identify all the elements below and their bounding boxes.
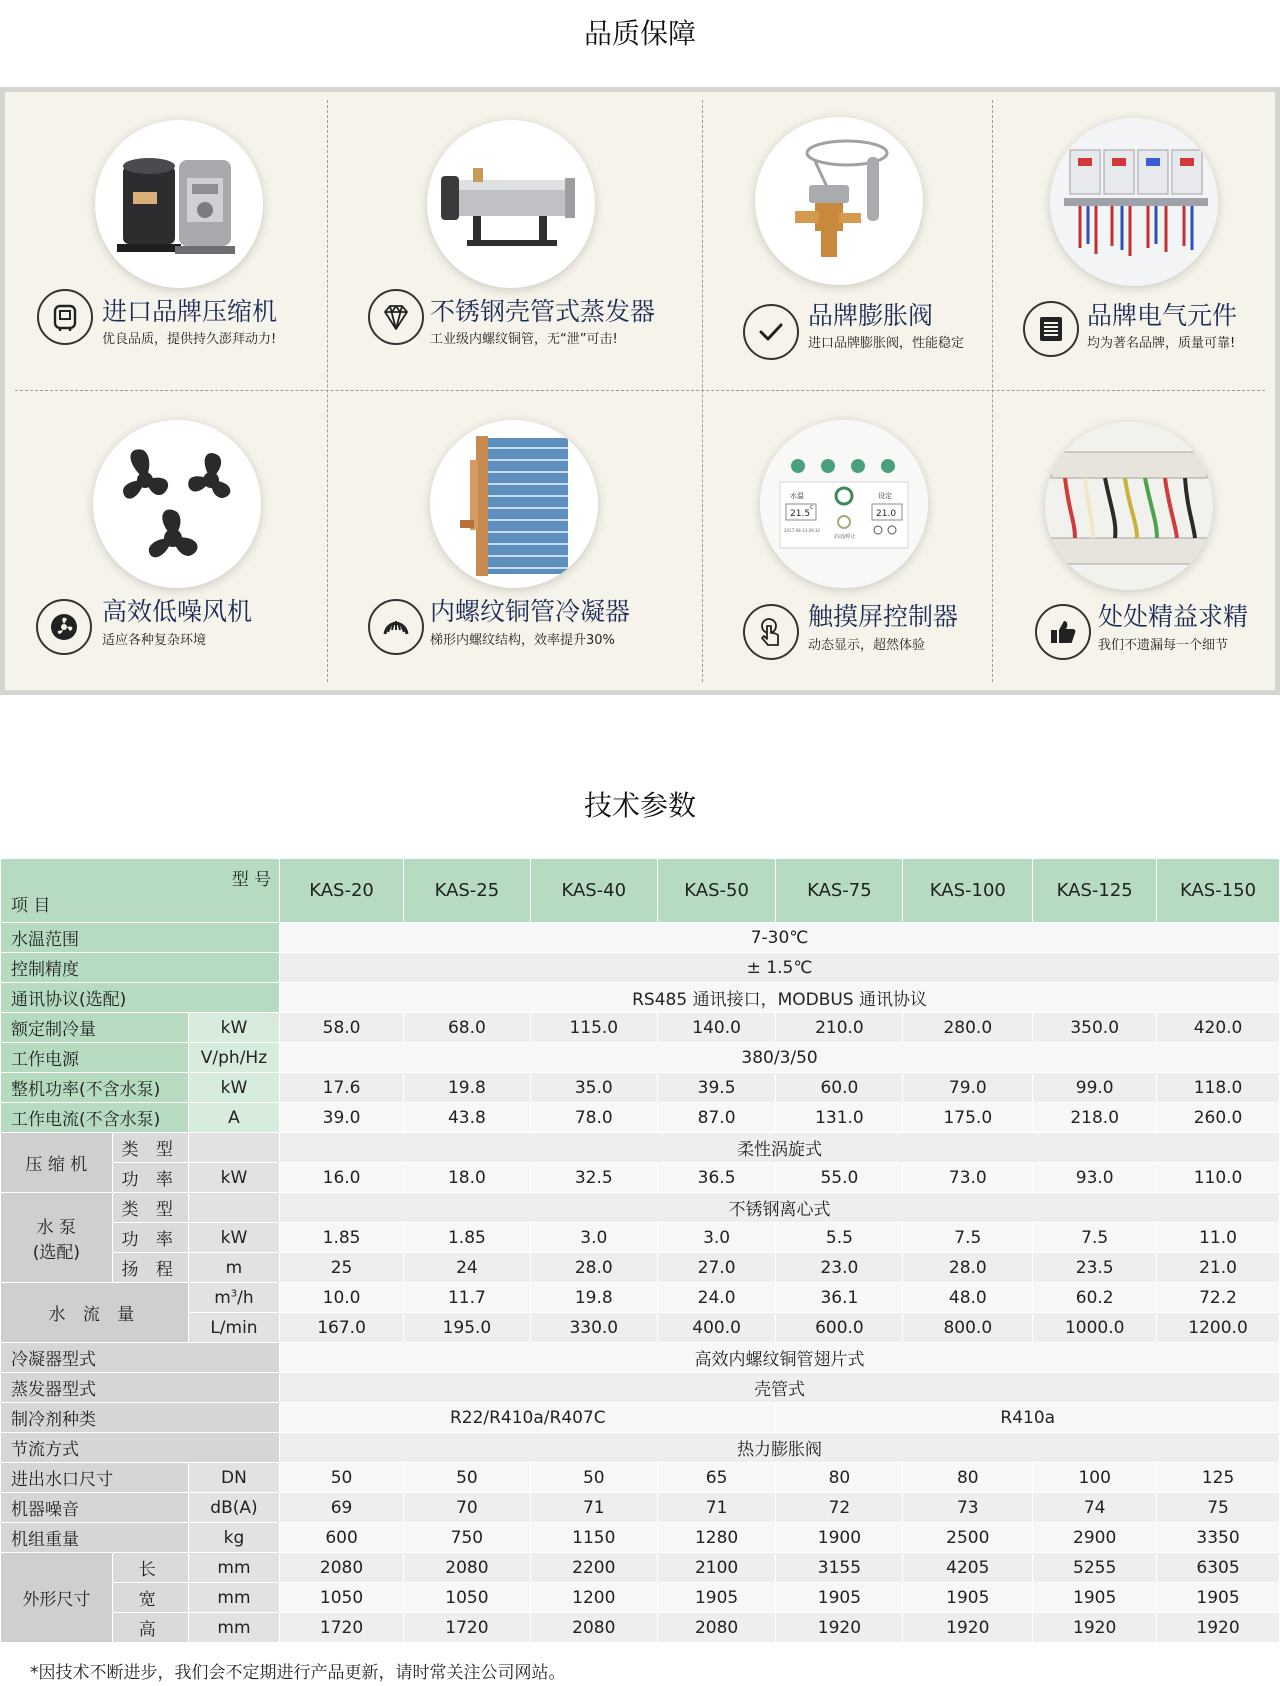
cell-value: 330.0 <box>530 1313 657 1343</box>
cell-value: 21.0 <box>1157 1253 1280 1283</box>
table-row <box>1 1403 1280 1433</box>
feature-desc: 均为著名品牌，质量可靠! <box>1087 336 1236 351</box>
cell-value: 23.0 <box>776 1253 903 1283</box>
compressor-icon <box>37 289 93 345</box>
model-header: KAS-75 <box>776 859 903 923</box>
spec-table <box>0 858 1280 1643</box>
cell-value: 50 <box>530 1463 657 1493</box>
row-label: 额定制冷量 <box>1 1013 189 1043</box>
row-unit: mm <box>188 1553 279 1583</box>
controller-set-temp: 21.0 <box>876 509 897 519</box>
cell-value: 25 <box>280 1253 404 1283</box>
row-unit: DN <box>188 1463 279 1493</box>
row-label: 进出水口尺寸 <box>1 1463 189 1493</box>
table-row <box>1 1523 1280 1553</box>
cell-value: 75 <box>1157 1493 1280 1523</box>
cell-value: 2200 <box>530 1553 657 1583</box>
row-label: 机组重量 <box>1 1523 189 1553</box>
table-row <box>1 1493 1280 1523</box>
feature-title: 处处精益求精 <box>1098 602 1249 631</box>
table-row <box>1 1103 1280 1133</box>
row-unit: A <box>188 1103 279 1133</box>
cell-value: 1920 <box>903 1613 1033 1643</box>
table-header-row <box>1 859 1280 923</box>
feature-desc: 优良品质，提供持久澎拜动力! <box>102 332 277 347</box>
diamond-icon <box>368 289 424 345</box>
cell-value: 600.0 <box>776 1313 903 1343</box>
model-header: KAS-50 <box>657 859 776 923</box>
row-label: 工作电流(不含水泵) <box>1 1103 189 1133</box>
cell-value: 80 <box>903 1463 1033 1493</box>
sub-label: 类 型 <box>112 1133 188 1163</box>
row-unit: kW <box>188 1163 279 1193</box>
row-value: 热力膨胀阀 <box>280 1433 1280 1463</box>
cell-value: 1150 <box>530 1523 657 1553</box>
cell-value: 3350 <box>1157 1523 1280 1553</box>
row-value: R410a <box>776 1403 1280 1433</box>
row-unit: kW <box>188 1013 279 1043</box>
cell-value: 68.0 <box>403 1013 530 1043</box>
row-unit <box>188 1283 279 1313</box>
cell-value: 2500 <box>903 1523 1033 1553</box>
cell-value: 60.2 <box>1033 1283 1157 1313</box>
model-header: KAS-100 <box>903 859 1033 923</box>
feature-desc: 工业级内螺纹铜管，无“泄”可击! <box>430 332 618 347</box>
table-row <box>1 1223 1280 1253</box>
cell-value: 27.0 <box>657 1253 776 1283</box>
cell-value: 36.5 <box>657 1163 776 1193</box>
feature-title: 不锈钢壳管式蒸发器 <box>430 297 656 326</box>
cell-value: 55.0 <box>776 1163 903 1193</box>
header-item-label: 项 目 <box>11 896 51 916</box>
cell-value: 16.0 <box>280 1163 404 1193</box>
cell-value: 1050 <box>280 1583 404 1613</box>
table-row <box>1 1163 1280 1193</box>
cell-value: 115.0 <box>530 1013 657 1043</box>
cell-value: 35.0 <box>530 1073 657 1103</box>
controller-timestamp: 2017-08-13 09:32 <box>784 528 821 533</box>
cell-value: 1905 <box>1033 1583 1157 1613</box>
model-header: KAS-40 <box>530 859 657 923</box>
controller-water-temp: 21.5 <box>790 509 811 519</box>
cell-value: 73.0 <box>903 1163 1033 1193</box>
sub-label: 类 型 <box>112 1193 188 1223</box>
cell-value: 10.0 <box>280 1283 404 1313</box>
cell-value: 1720 <box>280 1613 404 1643</box>
cell-value: 5.5 <box>776 1223 903 1253</box>
cell-value: 19.8 <box>403 1073 530 1103</box>
tech-section-title: 技术参数 <box>583 789 696 822</box>
feature-title: 高效低噪风机 <box>102 597 253 626</box>
sub-label: 长 <box>112 1553 188 1583</box>
cell-value: 1905 <box>776 1583 903 1613</box>
cell-value: 2080 <box>530 1613 657 1643</box>
cell-value: 1050 <box>403 1583 530 1613</box>
row-label: 水温范围 <box>1 923 280 953</box>
cell-value: 50 <box>280 1463 404 1493</box>
feature-title: 品牌膨胀阀 <box>808 301 934 330</box>
row-label: 通讯协议(选配) <box>1 983 280 1013</box>
row-label: 工作电源 <box>1 1043 189 1073</box>
feature-title: 触摸屏控制器 <box>808 602 959 631</box>
cell-value: 93.0 <box>1033 1163 1157 1193</box>
row-unit: mm <box>188 1583 279 1613</box>
row-label: 控制精度 <box>1 953 280 983</box>
model-header: KAS-125 <box>1033 859 1157 923</box>
electrical-parts-image <box>1050 118 1218 286</box>
cell-value: 11.0 <box>1157 1223 1280 1253</box>
condenser-image <box>430 420 598 588</box>
cell-value: 79.0 <box>903 1073 1033 1103</box>
coil-icon <box>368 599 424 655</box>
row-value: 柔性涡旋式 <box>280 1133 1280 1163</box>
table-row <box>1 1373 1280 1403</box>
expansion-valve-image <box>755 117 923 285</box>
cell-value: 1920 <box>1157 1613 1280 1643</box>
cell-value: 218.0 <box>1033 1103 1157 1133</box>
cell-value: 195.0 <box>403 1313 530 1343</box>
cell-value: 1200 <box>530 1583 657 1613</box>
cell-value: 125 <box>1157 1463 1280 1493</box>
quality-panel <box>0 87 1280 695</box>
cell-value: 87.0 <box>657 1103 776 1133</box>
row-label: 机器噪音 <box>1 1493 189 1523</box>
model-header: KAS-25 <box>403 859 530 923</box>
group-label: 水 流 量 <box>1 1283 189 1343</box>
cell-value: 175.0 <box>903 1103 1033 1133</box>
cell-value: 28.0 <box>903 1253 1033 1283</box>
row-unit: L/min <box>188 1313 279 1343</box>
model-header: KAS-150 <box>1157 859 1280 923</box>
flow-unit-base: m <box>214 1287 231 1308</box>
sub-label: 扬 程 <box>112 1253 188 1283</box>
sub-label: 宽 <box>112 1583 188 1613</box>
table-row <box>1 953 1280 983</box>
flow-unit-sup: 3 <box>230 1287 238 1299</box>
cell-value: 11.7 <box>403 1283 530 1313</box>
row-unit: dB(A) <box>188 1493 279 1523</box>
cell-value: 24 <box>403 1253 530 1283</box>
table-row <box>1 983 1280 1013</box>
row-label: 冷凝器型式 <box>1 1343 280 1373</box>
table-row <box>1 1193 1280 1223</box>
cell-value: 72 <box>776 1493 903 1523</box>
group-label: 外形尺寸 <box>1 1553 113 1643</box>
cell-value: 7.5 <box>1033 1223 1157 1253</box>
cell-value: 750 <box>403 1523 530 1553</box>
cell-value: 6305 <box>1157 1553 1280 1583</box>
cell-value: 280.0 <box>903 1013 1033 1043</box>
table-row <box>1 1433 1280 1463</box>
feature-desc: 适应各种复杂环境 <box>102 633 207 648</box>
cell-value: 5255 <box>1033 1553 1157 1583</box>
sub-label: 功 率 <box>112 1163 188 1193</box>
feature-title: 进口品牌压缩机 <box>102 297 278 326</box>
cell-value: 43.8 <box>403 1103 530 1133</box>
row-unit: mm <box>188 1613 279 1643</box>
controller-water-label: 水温 <box>790 492 804 500</box>
feature-title: 品牌电气元件 <box>1087 301 1238 330</box>
wiring-terminal-image <box>1045 422 1213 590</box>
cell-value: 39.5 <box>657 1073 776 1103</box>
cell-value: 2100 <box>657 1553 776 1583</box>
cell-value: 1720 <box>403 1613 530 1643</box>
quality-section-title: 品质保障 <box>583 17 696 50</box>
feature-title: 内螺纹铜管冷凝器 <box>430 597 631 626</box>
checkmark-icon <box>743 304 799 360</box>
cell-value: 48.0 <box>903 1283 1033 1313</box>
fan-image <box>93 420 261 588</box>
fan-icon <box>36 599 92 655</box>
row-value: R22/R410a/R407C <box>280 1403 776 1433</box>
compressor-image <box>95 120 263 288</box>
row-unit <box>188 1193 279 1223</box>
cell-value: 36.1 <box>776 1283 903 1313</box>
row-label: 制冷剂种类 <box>1 1403 280 1433</box>
cell-value: 100 <box>1033 1463 1157 1493</box>
cell-value: 167.0 <box>280 1313 404 1343</box>
cell-value: 800.0 <box>903 1313 1033 1343</box>
grid-divider <box>327 100 328 682</box>
cell-value: 3.0 <box>530 1223 657 1253</box>
table-row <box>1 1553 1280 1583</box>
cell-value: 69 <box>280 1493 404 1523</box>
evaporator-image <box>427 120 595 288</box>
pump-label-line: 水 泵 <box>36 1217 77 1238</box>
footnote: *因技术不断进步，我们会不定期进行产品更新，请时常关注公司网站。 <box>30 1663 566 1683</box>
list-icon <box>1023 301 1079 357</box>
cell-value: 7.5 <box>903 1223 1033 1253</box>
cell-value: 80 <box>776 1463 903 1493</box>
cell-value: 1280 <box>657 1523 776 1553</box>
group-label <box>1 1193 113 1283</box>
grid-divider <box>15 390 1265 391</box>
cell-value: 39.0 <box>280 1103 404 1133</box>
cell-value: 2080 <box>403 1553 530 1583</box>
row-label: 整机功率(不含水泵) <box>1 1073 189 1103</box>
row-value: 不锈钢离心式 <box>280 1193 1280 1223</box>
cell-value: 3.0 <box>657 1223 776 1253</box>
cell-value: 260.0 <box>1157 1103 1280 1133</box>
row-unit: kW <box>188 1073 279 1103</box>
table-row <box>1 1073 1280 1103</box>
cell-value: 2080 <box>657 1613 776 1643</box>
cell-value: 71 <box>530 1493 657 1523</box>
table-row <box>1 1583 1280 1613</box>
cell-value: 58.0 <box>280 1013 404 1043</box>
cell-value: 1.85 <box>280 1223 404 1253</box>
row-value: 7-30℃ <box>280 923 1280 953</box>
table-row <box>1 1463 1280 1493</box>
cell-value: 65 <box>657 1463 776 1493</box>
cell-value: 99.0 <box>1033 1073 1157 1103</box>
cell-value: 420.0 <box>1157 1013 1280 1043</box>
cell-value: 1905 <box>1157 1583 1280 1613</box>
cell-value: 28.0 <box>530 1253 657 1283</box>
table-corner-header <box>1 859 280 923</box>
cell-value: 17.6 <box>280 1073 404 1103</box>
cell-value: 2080 <box>280 1553 404 1583</box>
header-model-label: 型 号 <box>231 870 272 890</box>
row-value: RS485 通讯接口，MODBUS 通讯协议 <box>280 983 1280 1013</box>
cell-value: 1920 <box>776 1613 903 1643</box>
cell-value: 140.0 <box>657 1013 776 1043</box>
table-row <box>1 1253 1280 1283</box>
cell-value: 1200.0 <box>1157 1313 1280 1343</box>
grid-divider <box>702 100 703 682</box>
cell-value: 1000.0 <box>1033 1313 1157 1343</box>
feature-desc: 梯形内螺纹结构，效率提升30% <box>430 633 615 648</box>
cell-value: 70 <box>403 1493 530 1523</box>
table-row <box>1 1613 1280 1643</box>
table-row <box>1 1043 1280 1073</box>
row-value: 高效内螺纹铜管翅片式 <box>280 1343 1280 1373</box>
cell-value: 110.0 <box>1157 1163 1280 1193</box>
cell-value: 131.0 <box>776 1103 903 1133</box>
cell-value: 210.0 <box>776 1013 903 1043</box>
row-value: ± 1.5℃ <box>280 953 1280 983</box>
model-header: KAS-20 <box>280 859 404 923</box>
row-unit: m <box>188 1253 279 1283</box>
table-row <box>1 1313 1280 1343</box>
controller-set-label: 设定 <box>878 492 892 500</box>
cell-value: 4205 <box>903 1553 1033 1583</box>
controller-button-label: 启动/停止 <box>834 534 856 540</box>
cell-value: 1905 <box>903 1583 1033 1613</box>
touchscreen-controller-image <box>760 420 928 588</box>
controller-temp-unit: C <box>810 505 814 511</box>
cell-value: 118.0 <box>1157 1073 1280 1103</box>
cell-value: 18.0 <box>403 1163 530 1193</box>
cell-value: 600 <box>280 1523 404 1553</box>
cell-value: 78.0 <box>530 1103 657 1133</box>
cell-value: 1905 <box>657 1583 776 1613</box>
feature-desc: 我们不遗漏每一个细节 <box>1098 638 1229 653</box>
cell-value: 400.0 <box>657 1313 776 1343</box>
cell-value: 3155 <box>776 1553 903 1583</box>
thumbs-up-icon <box>1035 604 1091 660</box>
group-label: 压 缩 机 <box>1 1133 113 1193</box>
cell-value: 73 <box>903 1493 1033 1523</box>
table-row <box>1 1133 1280 1163</box>
cell-value: 60.0 <box>776 1073 903 1103</box>
row-label: 蒸发器型式 <box>1 1373 280 1403</box>
row-unit: V/ph/Hz <box>188 1043 279 1073</box>
cell-value: 71 <box>657 1493 776 1523</box>
cell-value: 1920 <box>1033 1613 1157 1643</box>
cell-value: 1900 <box>776 1523 903 1553</box>
table-row <box>1 1283 1280 1313</box>
grid-divider <box>992 100 993 682</box>
pump-label-line: (选配) <box>32 1242 80 1263</box>
row-value: 壳管式 <box>280 1373 1280 1403</box>
feature-desc: 动态显示，超然体验 <box>808 638 926 653</box>
flow-unit-tail: /h <box>237 1287 254 1308</box>
table-row <box>1 1013 1280 1043</box>
row-value: 380/3/50 <box>280 1043 1280 1073</box>
table-row <box>1 923 1280 953</box>
cell-value: 32.5 <box>530 1163 657 1193</box>
row-unit <box>188 1133 279 1163</box>
cell-value: 19.8 <box>530 1283 657 1313</box>
cell-value: 74 <box>1033 1493 1157 1523</box>
row-unit: kW <box>188 1223 279 1253</box>
cell-value: 50 <box>403 1463 530 1493</box>
table-row <box>1 1343 1280 1373</box>
sub-label: 高 <box>112 1613 188 1643</box>
cell-value: 350.0 <box>1033 1013 1157 1043</box>
row-label: 节流方式 <box>1 1433 280 1463</box>
row-unit: kg <box>188 1523 279 1553</box>
cell-value: 72.2 <box>1157 1283 1280 1313</box>
cell-value: 1.85 <box>403 1223 530 1253</box>
cell-value: 24.0 <box>657 1283 776 1313</box>
cell-value: 23.5 <box>1033 1253 1157 1283</box>
cell-value: 2900 <box>1033 1523 1157 1553</box>
feature-desc: 进口品牌膨胀阀，性能稳定 <box>808 336 965 351</box>
touch-icon <box>743 604 799 660</box>
sub-label: 功 率 <box>112 1223 188 1253</box>
